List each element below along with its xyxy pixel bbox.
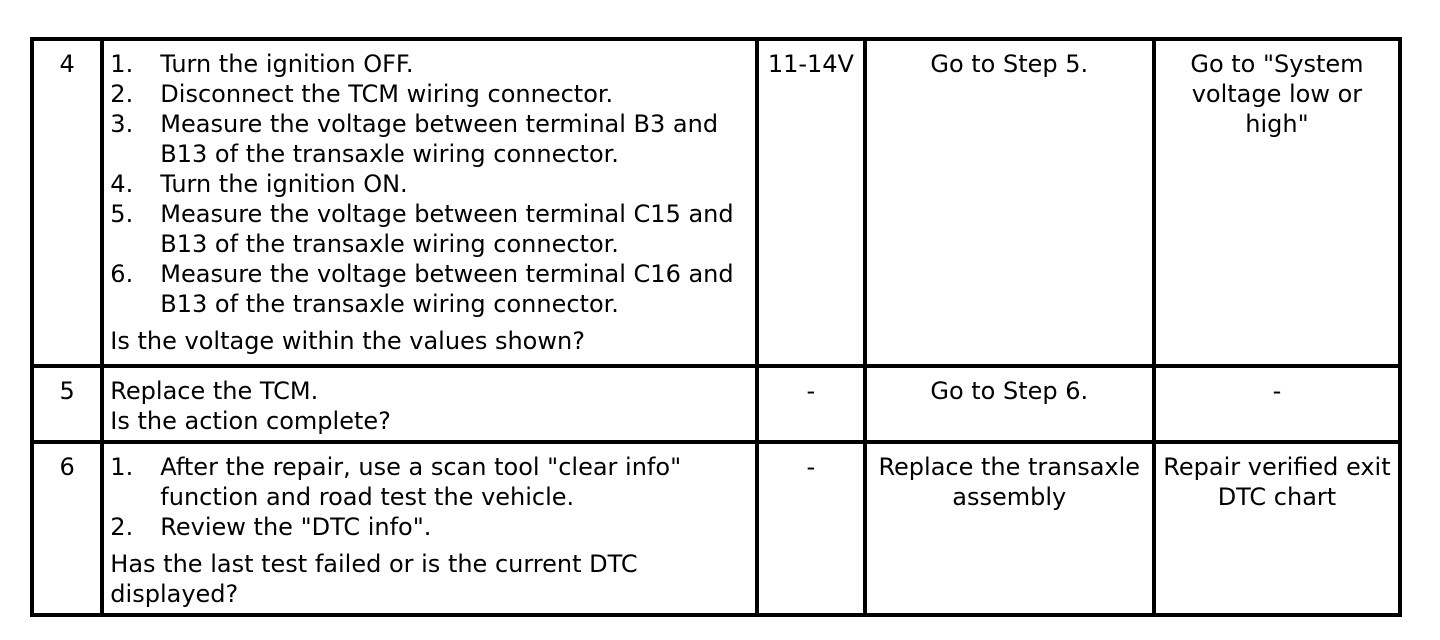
action-list	[110, 49, 749, 319]
table-row	[32, 39, 1400, 366]
value-cell	[757, 366, 864, 442]
yes-cell	[865, 39, 1154, 366]
diagnostic-table	[30, 37, 1402, 617]
action-list	[110, 452, 749, 542]
action-list-item	[110, 79, 749, 109]
table-row	[32, 366, 1400, 442]
yes-cell	[865, 442, 1154, 615]
yes-text: Go to Step 6.	[930, 377, 1089, 405]
action-list-item	[110, 109, 749, 169]
action-cell	[102, 39, 757, 366]
action-number: 3.	[110, 110, 134, 138]
action-list-item	[110, 512, 749, 542]
action-text: After the repair, use a scan tool "clear info" function and road test the vehicle.	[160, 453, 682, 511]
step-number-cell	[32, 39, 102, 366]
action-question: Has the last test failed or is the current DTC displayed?	[110, 550, 638, 608]
action-text: Turn the ignition OFF.	[160, 50, 414, 78]
action-text: Measure the voltage between terminal C15 and B13 of the transaxle wiring connector.	[160, 200, 734, 258]
action-question: Is the voltage within the values shown?	[110, 327, 585, 355]
action-text: Review the "DTC info".	[160, 513, 432, 541]
yes-cell	[865, 366, 1154, 442]
action-text: Turn the ignition ON.	[160, 170, 408, 198]
action-text: Measure the voltage between terminal C16 and B13 of the transaxle wiring connector.	[160, 260, 734, 318]
action-number: 4.	[110, 170, 134, 198]
action-number: 2.	[110, 513, 134, 541]
no-cell	[1154, 39, 1400, 366]
action-number: 6.	[110, 260, 134, 288]
no-cell	[1154, 442, 1400, 615]
value-cell	[757, 442, 864, 615]
step-number-cell	[32, 442, 102, 615]
action-number: 1.	[110, 453, 134, 481]
value-text: -	[806, 377, 816, 405]
step-number: 6	[59, 453, 75, 481]
action-list-item	[110, 452, 749, 512]
yes-text: Go to Step 5.	[930, 50, 1089, 78]
value-cell	[757, 39, 864, 366]
step-number: 4	[59, 50, 75, 78]
no-cell	[1154, 366, 1400, 442]
step-number: 5	[59, 377, 75, 405]
value-text: 11-14V	[767, 50, 854, 78]
no-text: Go to "System voltage low or high"	[1190, 50, 1364, 138]
step-number-cell	[32, 366, 102, 442]
action-number: 5.	[110, 200, 134, 228]
action-cell	[102, 442, 757, 615]
action-text: Replace the TCM.	[110, 377, 319, 405]
table-row	[32, 442, 1400, 615]
action-number: 1.	[110, 50, 134, 78]
yes-text: Replace the transaxle assembly	[878, 453, 1141, 511]
action-list-item	[110, 169, 749, 199]
value-text: -	[806, 453, 816, 481]
no-text: Repair verified exit DTC chart	[1163, 453, 1391, 511]
no-text: -	[1272, 377, 1282, 405]
action-question: Is the action complete?	[110, 407, 391, 435]
action-cell	[102, 366, 757, 442]
action-text: Measure the voltage between terminal B3 and B13 of the transaxle wiring connector.	[160, 110, 719, 168]
action-list-item	[110, 199, 749, 259]
action-list-item	[110, 49, 749, 79]
action-text: Disconnect the TCM wiring connector.	[160, 80, 614, 108]
action-list-item	[110, 259, 749, 319]
action-number: 2.	[110, 80, 134, 108]
